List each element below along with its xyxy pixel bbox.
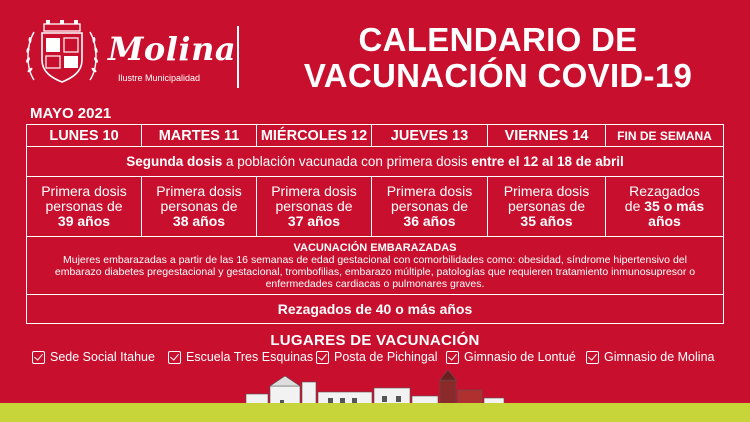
cell-line: Primera dosis	[386, 183, 473, 199]
logo-text: Molina	[108, 30, 237, 68]
first-dose-cell	[488, 177, 606, 236]
ground-strip	[0, 403, 750, 422]
cell-line: Primera dosis	[271, 183, 357, 199]
pregnant-body: Mujeres embarazadas a partir de las 16 semanas de edad gestacional con comorbilidades como: obesidad, síndrome hipertensivo del embarazo diabetes pregestacional y gestacional, trombofilias, embarazo múltiple, patologías que requieren tratamiento inmunosupresor o enfermedades cardiacas o pulmonares graves.	[54, 253, 696, 290]
second-dose-text	[27, 147, 723, 176]
place-item	[316, 350, 438, 364]
checkbox-icon	[168, 351, 181, 364]
cell-line: Rezagados	[629, 183, 700, 199]
place-label: Gimnasio de Molina	[604, 350, 715, 364]
rezagados-35-cell	[606, 177, 723, 236]
place-label: Escuela Tres Esquinas	[186, 350, 314, 364]
day-wednesday: MIÉRCOLES 12	[257, 125, 372, 146]
age-value: 36 años	[403, 213, 456, 229]
cell-line: años	[648, 213, 681, 229]
place-label: Sede Social Itahue	[50, 350, 155, 364]
first-dose-cell	[257, 177, 372, 236]
place-item	[168, 350, 313, 364]
age-value: 37 años	[287, 213, 341, 229]
page-title	[258, 22, 738, 94]
cell-line: Primera dosis	[503, 183, 590, 199]
place-label: Gimnasio de Lontué	[464, 350, 576, 364]
cell-line: Primera dosis	[156, 183, 242, 199]
second-dose-middle: a población vacunada con primera dosis	[222, 154, 472, 169]
cell-line: de	[624, 198, 645, 214]
municipal-logo	[22, 20, 237, 90]
logo-subtitle: Ilustre Municipalidad	[118, 73, 201, 83]
cell-line: personas de	[507, 198, 586, 214]
age-value: 39 años	[57, 213, 111, 229]
checkbox-icon	[32, 351, 45, 364]
schedule-table	[26, 124, 724, 324]
place-item	[586, 350, 714, 364]
title-line-1: CALENDARIO DE	[358, 21, 638, 58]
day-thursday: JUEVES 13	[372, 125, 488, 146]
first-dose-row	[27, 177, 723, 237]
pregnant-cell	[27, 237, 723, 294]
day-header-row	[27, 125, 723, 147]
day-weekend: FIN DE SEMANA	[617, 128, 712, 143]
first-dose-cell	[142, 177, 257, 236]
day-tuesday: MARTES 11	[142, 125, 257, 146]
age-value: 35 años	[520, 213, 573, 229]
day-monday: LUNES 10	[27, 125, 142, 146]
first-dose-cell	[27, 177, 142, 236]
header-divider	[237, 26, 239, 88]
pregnant-row	[27, 237, 723, 295]
second-dose-bold-end: entre el 12 al 18 de abril	[471, 154, 624, 169]
cell-line: personas de	[45, 198, 123, 214]
checkbox-icon	[446, 351, 459, 364]
first-dose-cell	[372, 177, 488, 236]
second-dose-row	[27, 147, 723, 177]
age-value: 35 o más	[644, 198, 705, 214]
title-line-2: VACUNACIÓN COVID-19	[303, 57, 693, 94]
cell-line: Primera dosis	[41, 183, 127, 199]
pregnant-title: VACUNACIÓN EMBARAZADAS	[293, 241, 457, 254]
cell-line: personas de	[275, 198, 353, 214]
rezagados-40-text: Rezagados de 40 o más años	[277, 300, 473, 317]
day-friday: VIERNES 14	[488, 125, 606, 146]
place-item	[446, 350, 576, 364]
crest-icon	[22, 20, 102, 86]
second-dose-bold-start: Segunda dosis	[126, 154, 223, 169]
cell-line: personas de	[390, 198, 469, 214]
age-value: 38 años	[172, 213, 226, 229]
checkbox-icon	[586, 351, 599, 364]
checkbox-icon	[316, 351, 329, 364]
place-label: Posta de Pichingal	[334, 350, 438, 364]
month-label: MAYO 2021	[30, 105, 112, 122]
header	[0, 0, 750, 100]
rezagados-40-row	[27, 295, 723, 322]
cell-line: personas de	[160, 198, 238, 214]
place-item	[32, 350, 155, 364]
places-list	[0, 350, 750, 368]
places-title: LUGARES DE VACUNACIÓN	[270, 332, 480, 349]
